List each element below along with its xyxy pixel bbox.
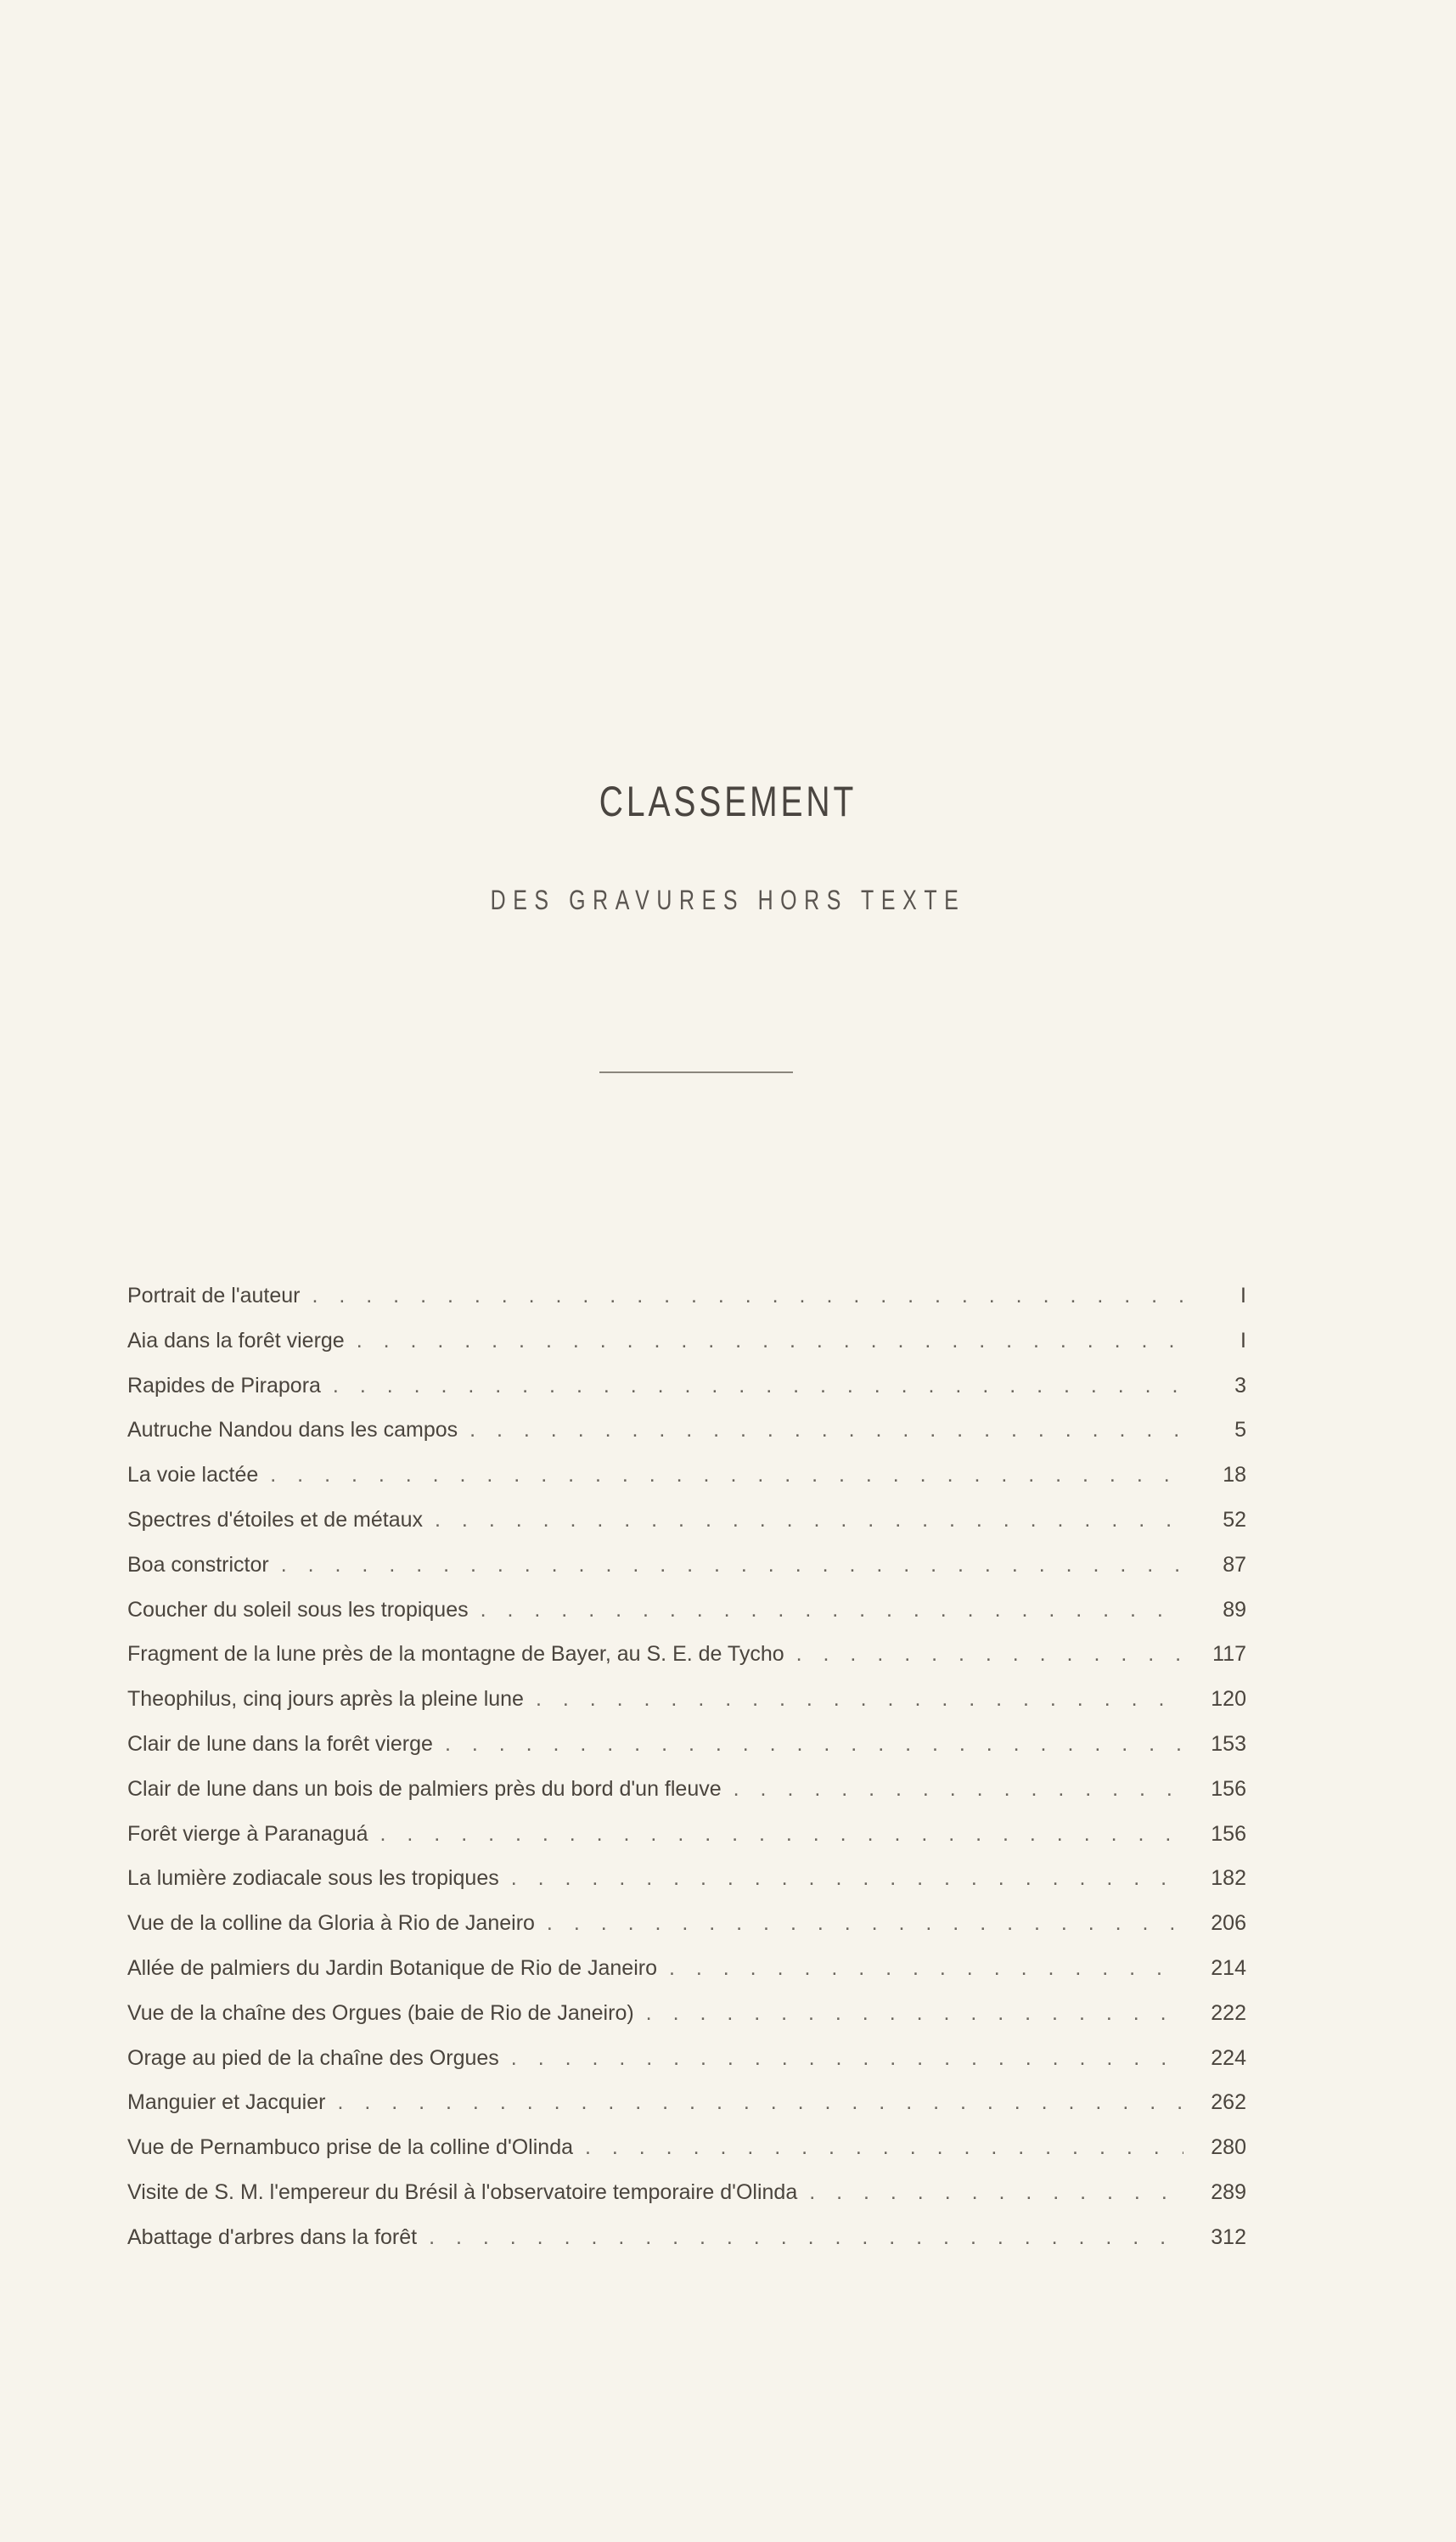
- list-item: [127, 1722, 1246, 1767]
- page-subtitle: DES GRAVURES HORS TEXTE: [490, 885, 966, 915]
- entry-page: 262: [1211, 2090, 1246, 2115]
- leader-dots: [357, 1319, 1183, 1364]
- leader-dots: [511, 2036, 1183, 2081]
- leader-dots: [429, 2215, 1183, 2260]
- entry-page: 89: [1223, 1597, 1246, 1622]
- entry-title: La lumière zodiacale sous les tropiques: [127, 1866, 499, 1891]
- leader-dots: [333, 1364, 1183, 1409]
- entry-page: 120: [1211, 1687, 1246, 1712]
- entry-page: 5: [1234, 1418, 1246, 1443]
- leader-dots: [796, 1632, 1183, 1677]
- entry-page: 52: [1223, 1507, 1246, 1532]
- entry-title: Abattage d'arbres dans la forêt: [127, 2224, 418, 2249]
- leader-dots: [435, 1498, 1183, 1543]
- list-item: [127, 1364, 1246, 1409]
- list-item: [127, 1453, 1246, 1498]
- list-item: [127, 1812, 1246, 1857]
- entry-title: Fragment de la lune près de la montagne de Bayer, au S. E. de Tycho: [127, 1642, 784, 1667]
- leader-dots: [536, 1677, 1183, 1722]
- leader-dots: [469, 1408, 1183, 1453]
- entry-page: 156: [1211, 1776, 1246, 1801]
- list-item: [127, 2125, 1246, 2170]
- leader-dots: [809, 2170, 1183, 2215]
- list-item: [127, 1408, 1246, 1453]
- leader-dots: [547, 1901, 1183, 1946]
- list-item: [127, 1901, 1246, 1946]
- list-item: [127, 1498, 1246, 1543]
- list-item: [127, 1543, 1246, 1588]
- entry-page: 312: [1211, 2224, 1246, 2249]
- entry-page: 3: [1234, 1373, 1246, 1398]
- entry-page: 289: [1211, 2179, 1246, 2204]
- entry-title: Autruche Nandou dans les campos: [127, 1418, 458, 1443]
- leader-dots: [312, 1274, 1184, 1319]
- leader-dots: [337, 2080, 1183, 2125]
- entry-page: 214: [1211, 1955, 1246, 1980]
- list-item: [127, 1946, 1246, 1991]
- list-item: [127, 1319, 1246, 1364]
- list-item: [127, 1677, 1246, 1722]
- leader-dots: [380, 1812, 1183, 1857]
- entry-title: Visite de S. M. l'empereur du Brésil à l'observatoire temporaire d'Olinda: [127, 2179, 798, 2204]
- entry-page: 224: [1211, 2045, 1246, 2070]
- entry-title: Spectres d'étoiles et de métaux: [127, 1507, 424, 1532]
- entry-page: 206: [1211, 1911, 1246, 1936]
- leader-dots: [511, 1856, 1183, 1901]
- leader-dots: [585, 2125, 1183, 2170]
- entry-title: Clair de lune dans la forêt vierge: [127, 1731, 433, 1756]
- entry-title: Forêt vierge à Paranaguá: [127, 1821, 368, 1846]
- list-item: [127, 1767, 1246, 1812]
- entry-page: 117: [1212, 1642, 1246, 1667]
- leader-dots: [734, 1767, 1183, 1812]
- leader-dots: [281, 1543, 1183, 1588]
- list-item: [127, 1856, 1246, 1901]
- list-item: [127, 1632, 1246, 1677]
- leader-dots: [445, 1722, 1183, 1767]
- entry-title: Vue de la colline da Gloria à Rio de Janeiro: [127, 1911, 535, 1936]
- list-item: [127, 2036, 1246, 2081]
- entry-page: 156: [1211, 1821, 1246, 1846]
- entry-title: Rapides de Pirapora: [127, 1373, 321, 1398]
- leader-dots: [646, 1991, 1183, 2036]
- list-item: [127, 2170, 1246, 2215]
- list-item: [127, 1991, 1246, 2036]
- entry-title: Clair de lune dans un bois de palmiers près du bord d'un fleuve: [127, 1776, 722, 1801]
- entry-title: Vue de la chaîne des Orgues (baie de Rio de Janeiro): [127, 2000, 634, 2025]
- entry-title: Boa constrictor: [127, 1552, 269, 1577]
- entry-page: I: [1240, 1284, 1246, 1308]
- entry-title: Theophilus, cinq jours après la pleine lune: [127, 1687, 524, 1712]
- entry-title: Vue de Pernambuco prise de la colline d'Olinda: [127, 2135, 573, 2160]
- entry-title: Aia dans la forêt vierge: [127, 1328, 345, 1353]
- leader-dots: [481, 1588, 1183, 1633]
- entry-title: Allée de palmiers du Jardin Botanique de Rio de Janeiro: [127, 1955, 657, 1980]
- list-item: [127, 1588, 1246, 1633]
- entry-page: 153: [1211, 1731, 1246, 1756]
- entry-title: Orage au pied de la chaîne des Orgues: [127, 2045, 499, 2070]
- entry-page: I: [1240, 1328, 1246, 1353]
- plates-list: [127, 1274, 1246, 2260]
- entry-title: Manguier et Jacquier: [127, 2090, 326, 2115]
- list-item: [127, 2215, 1246, 2260]
- page-title: CLASSEMENT: [599, 778, 857, 825]
- entry-title: Coucher du soleil sous les tropiques: [127, 1597, 469, 1622]
- entry-title: Portrait de l'auteur: [127, 1284, 301, 1308]
- entry-page: 87: [1223, 1552, 1246, 1577]
- leader-dots: [270, 1453, 1183, 1498]
- entry-title: La voie lactée: [127, 1463, 259, 1488]
- entry-page: 222: [1211, 2000, 1246, 2025]
- list-item: [127, 1274, 1246, 1319]
- leader-dots: [669, 1946, 1183, 1991]
- entry-page: 18: [1223, 1463, 1246, 1488]
- entry-page: 182: [1211, 1866, 1246, 1891]
- list-item: [127, 2080, 1246, 2125]
- entry-page: 280: [1211, 2135, 1246, 2160]
- divider: [599, 1071, 793, 1073]
